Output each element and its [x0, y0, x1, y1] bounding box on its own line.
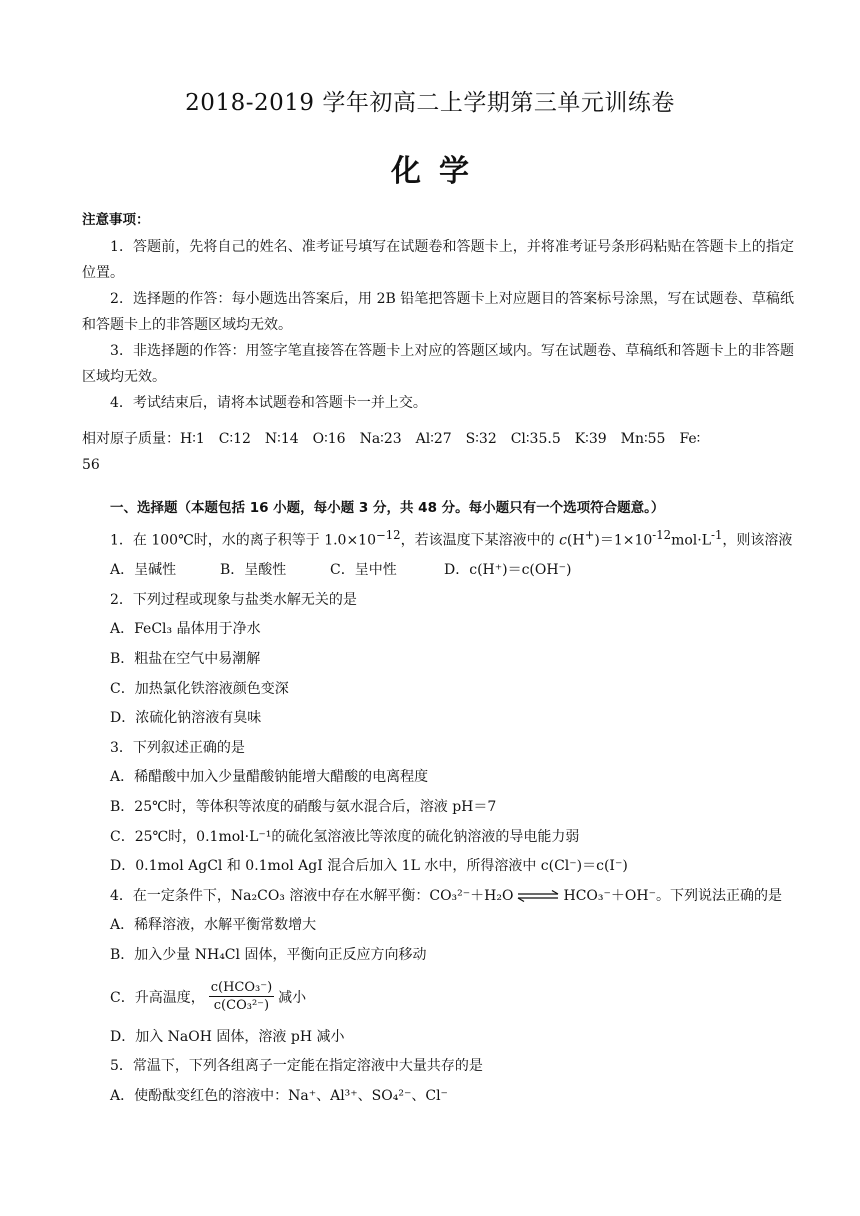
- option: C．25℃时，0.1mol·L⁻¹的硫化氢溶液比等浓度的硫化钠溶液的导电能力弱: [110, 828, 580, 845]
- section-heading: 一、选择题（本题包括 16 小题，每小题 3 分，共 48 分。每小题只有一个选项符合题意。）: [110, 500, 665, 516]
- atomic-mass: [82, 426, 794, 478]
- equilibrium-arrow-icon: [516, 890, 560, 902]
- option: B．粗盐在空气中易潮解: [110, 651, 261, 668]
- exam-content: [82, 208, 794, 1111]
- option: B．加入少量 NH₄Cl 固体，平衡向正反应方向移动: [110, 946, 427, 963]
- notice-heading: 注意事项：: [82, 212, 150, 228]
- atomic-mass-line-2: 56: [82, 457, 100, 473]
- option: A．稀醋酸中加入少量醋酸钠能增大醋酸的电离程度: [110, 769, 429, 786]
- notice-item-1: 1．答题前，先将自己的姓名、准考证号填写在试题卷和答题卡上，并将准考证号条形码粘贴在答题卡上的指定位置。: [82, 239, 794, 281]
- fraction: [209, 980, 274, 1013]
- option: A．使酚酞变红色的溶液中：Na⁺、Al³⁺、SO₄²⁻、Cl⁻: [110, 1087, 448, 1104]
- question-5-stem: 5．常温下，下列各组离子一定能在指定溶液中大量共存的是: [110, 1058, 483, 1075]
- option: B．25℃时，等体积等浓度的硝酸与氨水混合后，溶液 pH＝7: [110, 799, 497, 815]
- question-2-stem: 2．下列过程或现象与盐类水解无关的是: [110, 591, 357, 608]
- option: B．呈酸性: [220, 562, 287, 579]
- question-1-options: [82, 556, 794, 586]
- exam-title: 2018-2019 学年初高二上学期第三单元训练卷: [185, 90, 675, 116]
- option: A．FeCl₃ 晶体用于净水: [110, 621, 261, 638]
- question-3-stem: 3．下列叙述正确的是: [110, 739, 245, 756]
- option: D．0.1mol AgCl 和 0.1mol AgI 混合后加入 1L 水中，所得溶液中 c(Cl⁻)＝c(I⁻): [110, 858, 628, 875]
- notice-item-3: 3．非选择题的作答：用签字笔直接答在答题卡上对应的答题区域内。写在试题卷、草稿纸和答题卡上的非答题区域均无效。: [82, 343, 794, 385]
- option: A．稀释溶液，水解平衡常数增大: [110, 917, 317, 934]
- option: D．c(H⁺)＝c(OH⁻): [444, 562, 572, 579]
- option: A．呈碱性: [110, 562, 177, 579]
- option: C．加热氯化铁溶液颜色变深: [110, 680, 289, 697]
- fraction-numerator: c(HCO₃⁻): [210, 980, 273, 996]
- notice-item-2: 2．选择题的作答：每小题选出答案后，用 2B 铅笔把答题卡上对应题目的答案标号涂黑，写在试题卷、草稿纸和答题卡上的非答题区域均无效。: [82, 291, 794, 333]
- option: C．升高温度， $\frac{\text{c(HCO₃⁻)}}{\text{c(CO₃²⁻)}}$ 减小: [110, 980, 307, 1014]
- question-1-stem: 1．在 100℃时，水的离子积等于 $1.0\times 10^{-12}$，若该温度下某溶液中的 $c(H^+)=1\times 10^{-12}mol\cdot L^{-1}$，则该溶液: [110, 528, 793, 549]
- option: D．浓硫化钠溶液有臭味: [110, 710, 262, 727]
- option: C．呈中性: [330, 562, 397, 579]
- question-4-stem: 4．在一定条件下，Na₂CO₃ 溶液中存在水解平衡：CO₃²⁻＋H₂O HCO₃⁻＋OH⁻。下列说法正确的是: [110, 887, 782, 904]
- fraction-denominator: c(CO₃²⁻): [213, 998, 270, 1014]
- notice-item-4: 4．考试结束后，请将本试题卷和答题卡一并上交。: [110, 395, 427, 411]
- atomic-mass-line-1: 相对原子质量：H∶1 C∶12 N∶14 O∶16 Na∶23 Al∶27 S∶32 Cl∶35.5 K∶39 Mn∶55 Fe∶: [82, 431, 701, 447]
- subject-title: 化学: [391, 154, 487, 189]
- option: D．加入 NaOH 固体，溶液 pH 减小: [110, 1028, 345, 1045]
